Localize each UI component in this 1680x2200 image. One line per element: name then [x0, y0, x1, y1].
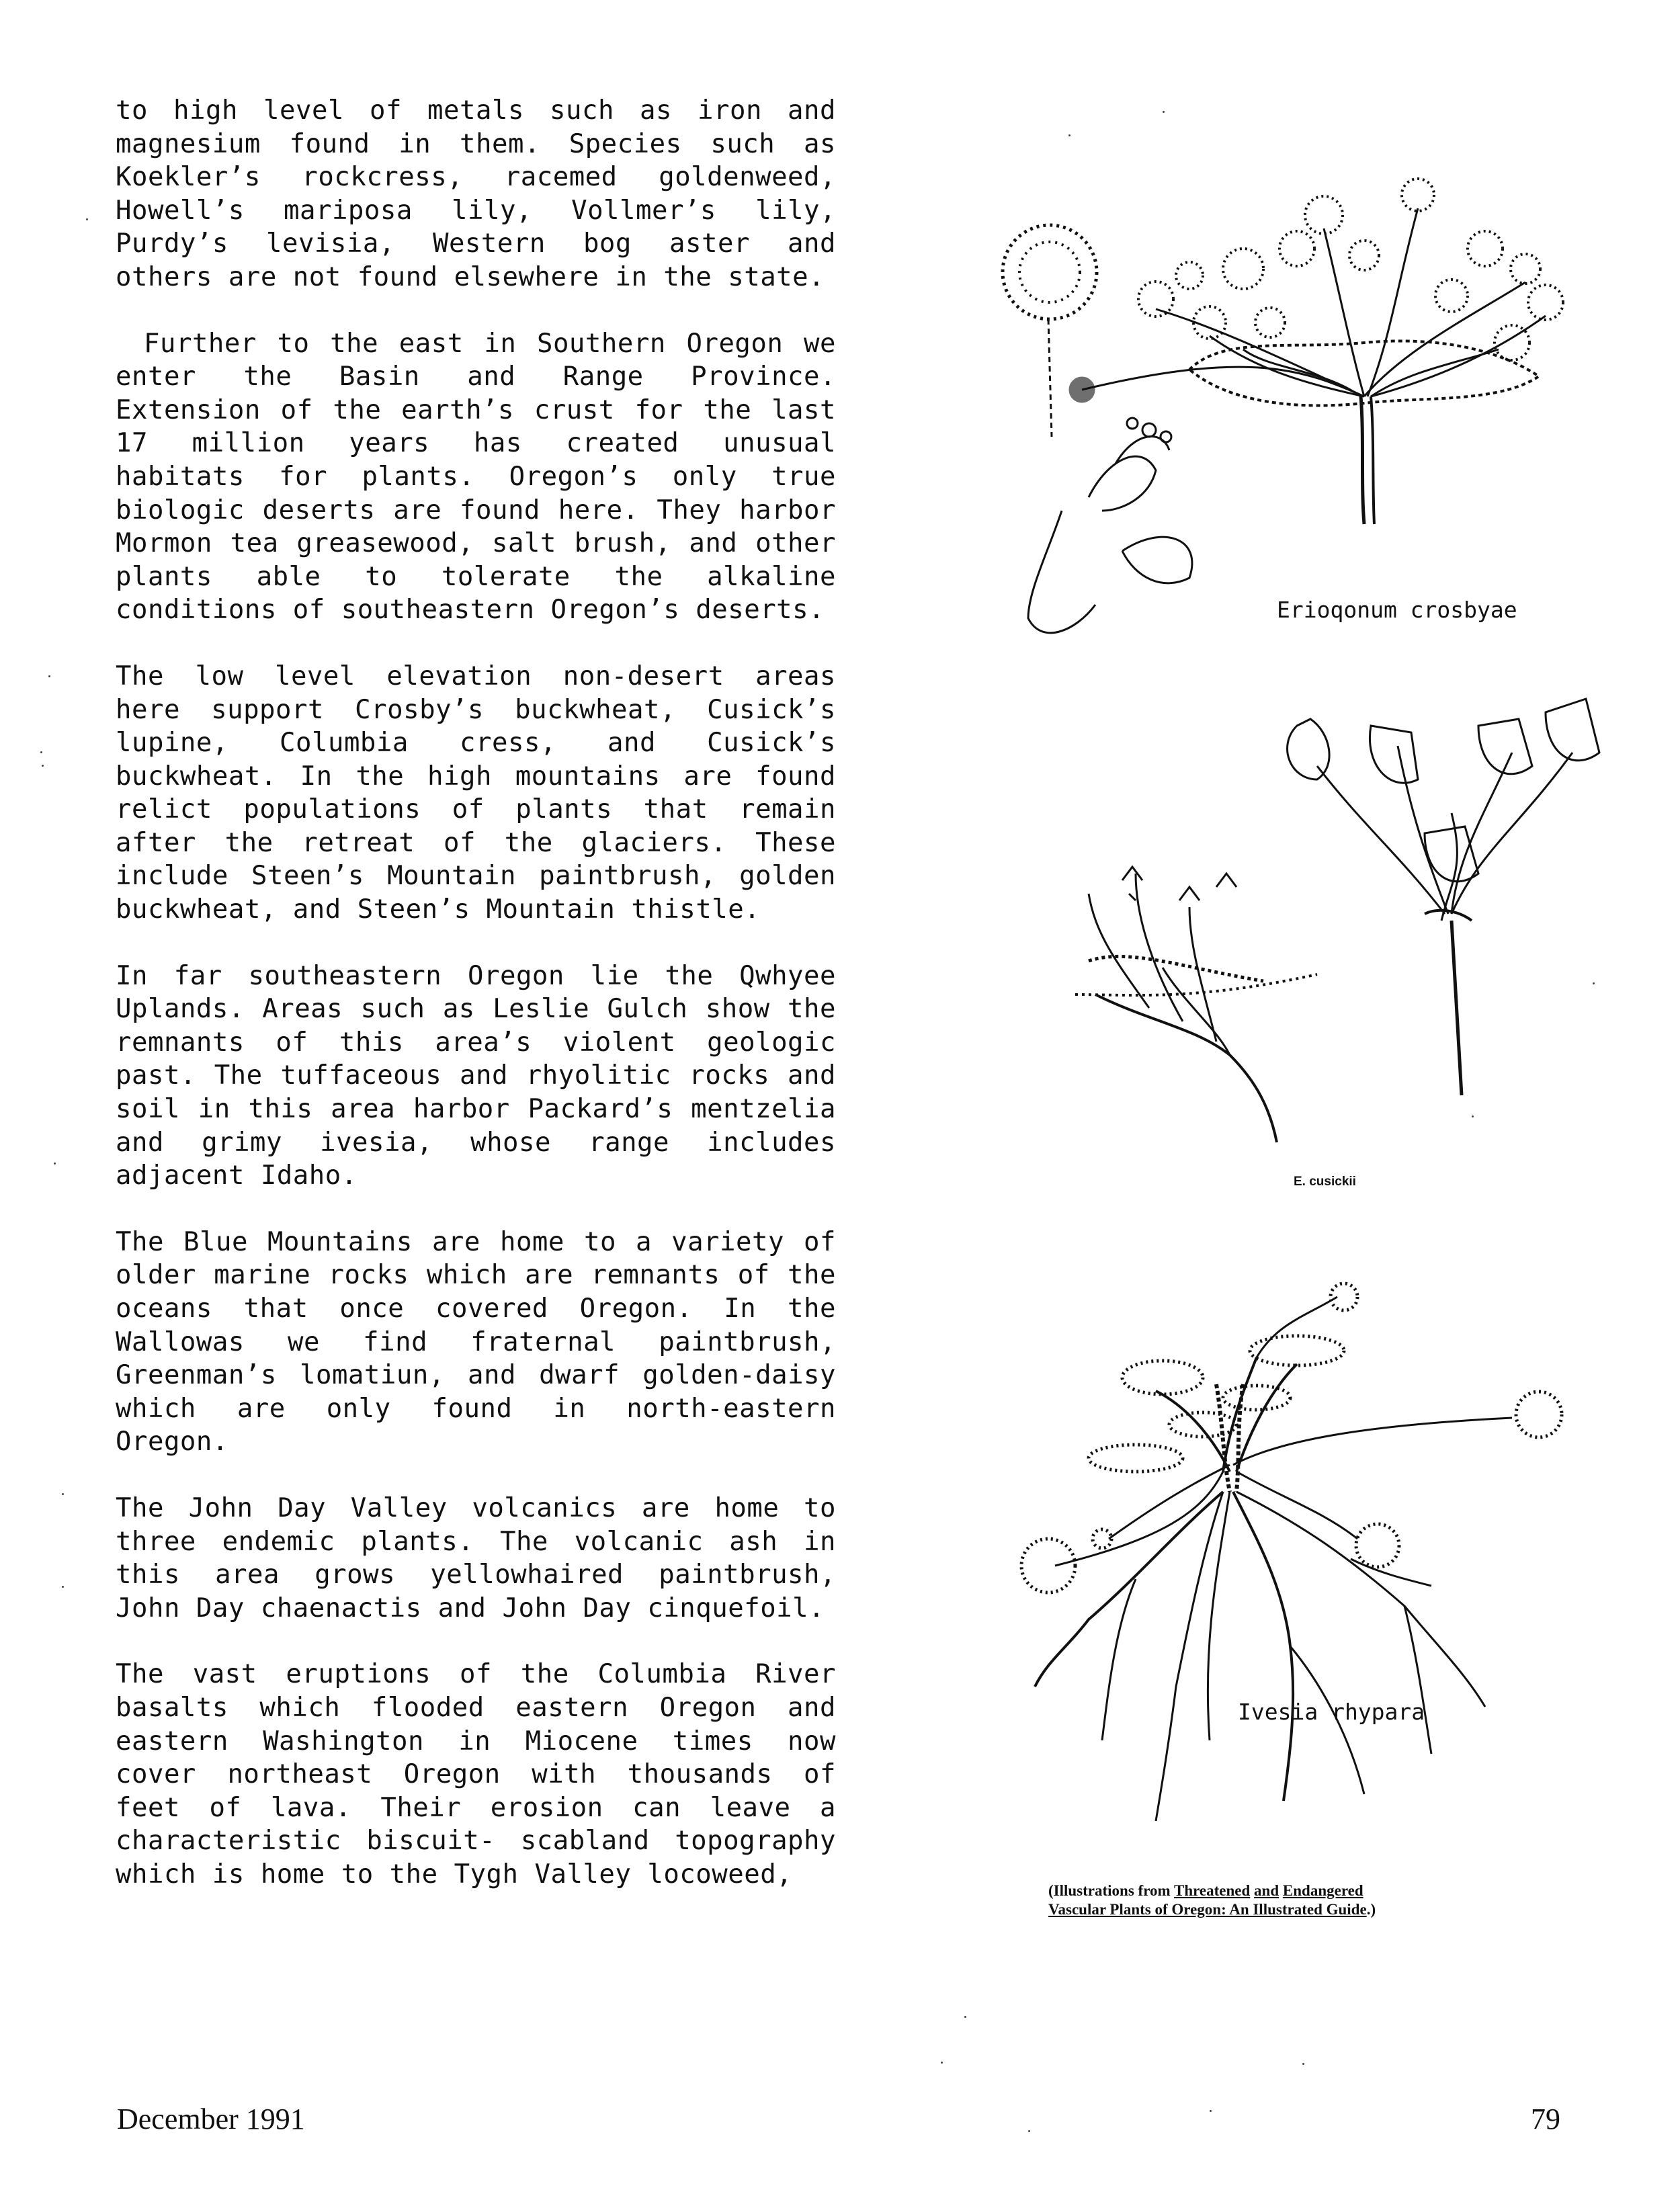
- scan-speck: [1210, 2110, 1212, 2112]
- scan-speck: [1593, 982, 1595, 984]
- scan-speck: [964, 2016, 966, 2018]
- paragraph-serpentine-species: to high level of metals such as iron and magnesium found in them. Species such as Koekler’s rockcress, racemed goldenweed, Howell’s mariposa lily, Vollmer’s lily, Purdy’s levisia, Western bog aster and others are not found elsewhere in the state.: [116, 95, 836, 292]
- paragraph-columbia-river-basalts: The vast eruptions of the Columbia River basalts which flooded eastern Oregon and eastern Washington in Miocene times now cover northeast Oregon with thousands of feet of lava. Their erosion can leave a characteristic biscuit- scabland topography which is home to the Tygh Valley locoweed,: [116, 1659, 836, 1890]
- paragraph-john-day-valley: The John Day Valley volcanics are home to three endemic plants. The volcanic ash in this area grows yellowhaired paintbrush, John Day chaenactis and John Day cinquefoil.: [116, 1492, 836, 1623]
- scan-speck: [1472, 1115, 1474, 1117]
- scan-speck: [48, 675, 50, 677]
- eriogonum-cusickii-label: E. cusickii: [1294, 1175, 1356, 1189]
- ivesia-rhypara-illustration: [1001, 1270, 1640, 1861]
- scan-speck: [62, 1586, 64, 1588]
- caption-close: .): [1366, 1901, 1376, 1918]
- caption-title-part-1: Threatened: [1174, 1882, 1251, 1899]
- scan-speck: [941, 2062, 943, 2064]
- page-number: 79: [1531, 2103, 1560, 2135]
- caption-title-part-3: Vascular Plants of Oregon: An Illustrated Guide: [1048, 1901, 1367, 1918]
- paragraph-blue-mountains: The Blue Mountains are home to a variety of older marine rocks which are remnants of the oceans that once covered Oregon. In the Wallowas we find fraternal paintbrush, Greenman’s lomatiun, and dwarf golden-daisy which are only found in north-eastern Oregon.: [116, 1226, 836, 1457]
- scan-speck: [1068, 134, 1070, 136]
- scan-speck: [1302, 2063, 1304, 2065]
- scan-speck: [40, 751, 42, 753]
- caption-open: (Illustrations from: [1048, 1882, 1174, 1899]
- paragraph-basin-range: Further to the east in Southern Oregon we enter the Basin and Range Province. Extension of the earth’s crust for the last 17 million years has created unusual habitats for plants. Oregon’s only true biologic deserts are found here. They harbor Mormon tea greasewood, salt brush, and other plants able to tolerate the alkaline conditions of southeastern Oregon’s deserts.: [116, 328, 836, 626]
- paragraph-owyhee-uplands: In far southeastern Oregon lie the Qwhyee Uplands. Areas such as Leslie Gulch show the remnants of this area’s violent geologic past. The tuffaceous and rhyolitic rocks and soil in this area harbor Packard’s mentzelia and grimy ivesia, whose range includes adjacent Idaho.: [116, 960, 836, 1191]
- paragraph-non-desert-areas: The low level elevation non-desert areas here support Crosby’s buckwheat, Cusick’s lupine, Columbia cress, and Cusick’s buckwheat. In the high mountains are found relict populations of plants that remain after the retreat of the glaciers. These include Steen’s Mountain paintbrush, golden buckwheat, and Steen’s Mountain thistle.: [116, 661, 836, 925]
- scan-speck: [86, 218, 88, 220]
- eriogonum-cusickii-illustration: [1048, 679, 1620, 1162]
- caption-and: and: [1254, 1882, 1279, 1899]
- illustration-source-caption: [1048, 1881, 1586, 1919]
- caption-title-part-2: Endangered: [1282, 1882, 1363, 1899]
- footer-date: December 1991: [117, 2103, 305, 2135]
- body-text-column: [116, 94, 836, 1924]
- scan-speck: [1028, 2130, 1030, 2132]
- scan-speck: [54, 1162, 56, 1165]
- scan-speck: [42, 765, 44, 767]
- scan-speck: [62, 1493, 64, 1495]
- ivesia-rhypara-label: Ivesia rhypara: [1238, 1699, 1425, 1725]
- eriogonum-crosbyae-label: Erioqonum crosbyae: [1277, 597, 1517, 623]
- scan-speck: [1163, 111, 1165, 113]
